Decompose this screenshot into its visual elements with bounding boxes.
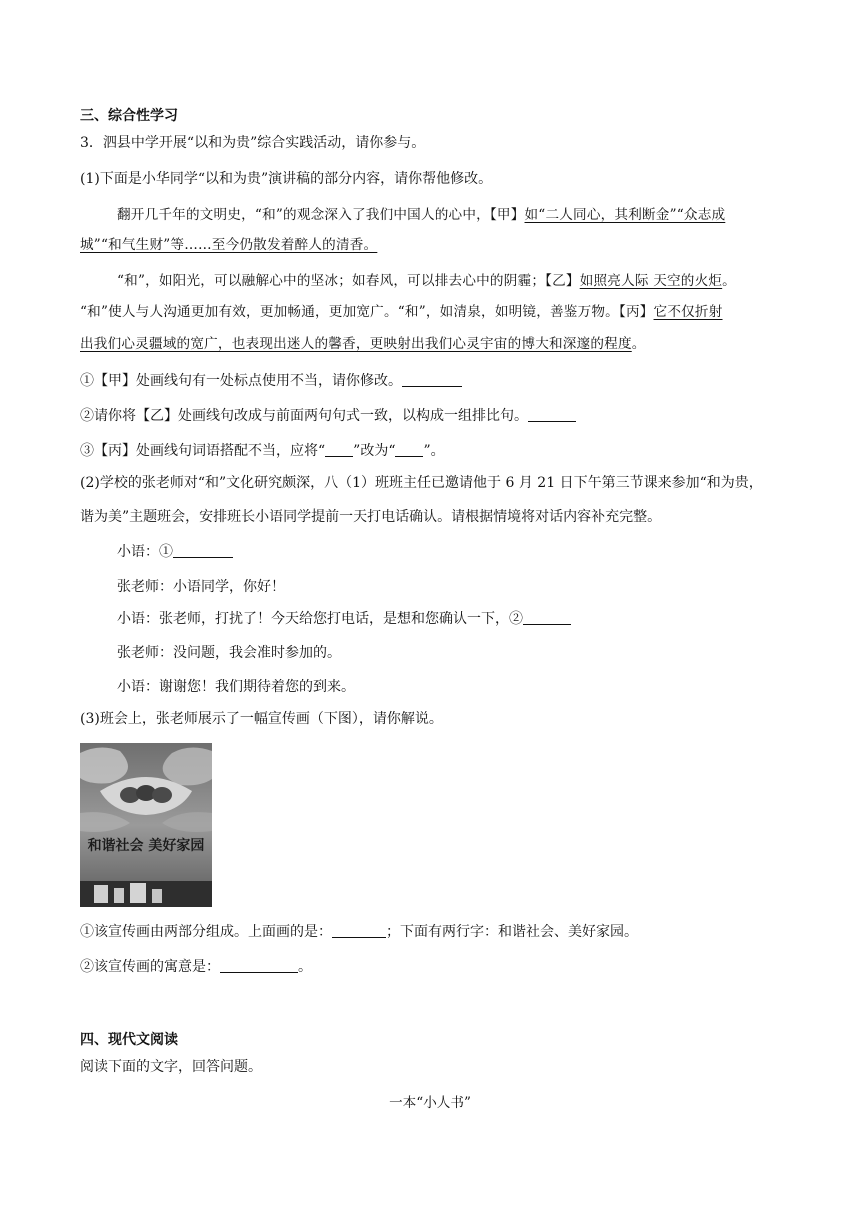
underlined-sentence-bing-cont: 出我们心灵疆域的宽广，也表现出迷人的馨香，更映射出我们心灵宇宙的博大和深邃的程度 [80, 336, 632, 352]
dialog-line-2: 张老师：小语同学，你好！ [117, 579, 285, 595]
underlined-sentence-bing: 它不仅折射 [653, 304, 723, 320]
part-3-q1-text: ①该宣传画由两部分组成。上面画的是： [80, 924, 332, 940]
dialog-line-3 [117, 609, 571, 629]
underlined-sentence-jia-cont: 城”“和气生财”等……至今仍散发着醉人的清香。 [80, 237, 378, 253]
speech-line-1 [117, 205, 725, 225]
dialog-line-1 [117, 542, 233, 562]
poster-illustration [80, 743, 212, 907]
question-3-intro: 3．泗县中学开展“以和为贵”综合实践活动，请你参与。 [80, 135, 426, 151]
question-c-text: ③【丙】处画线句词语搭配不当，应将“ [80, 443, 326, 459]
poster-caption: 和谐社会 美好家园 [87, 838, 205, 854]
part-3-question-1 [80, 922, 638, 942]
question-a-text: ①【甲】处画线句有一处标点使用不当，请你修改。 [80, 373, 402, 389]
answer-blank-dialog-1[interactable] [173, 543, 233, 558]
part-3-q1-text: ；下面有两行字：和谐社会、美好家园。 [386, 924, 638, 940]
speech-text: “和”使人与人沟通更加有效，更加畅通，更加宽广。“和”，如清泉，如明镜，善鉴万物。【丙】 [80, 304, 654, 320]
part-3-question-2 [80, 957, 312, 977]
answer-blank-a[interactable] [402, 372, 462, 387]
question-b-text: ②请你将【乙】处画线句改成与前面两句句式一致，以构成一组排比句。 [80, 408, 528, 424]
speech-line-2 [80, 235, 377, 255]
dialog-line-5: 小语：谢谢您！我们期待着您的到来。 [117, 679, 355, 695]
answer-blank-dialog-2[interactable] [523, 610, 571, 625]
speech-text: 。 [722, 273, 736, 289]
underlined-sentence-jia: 如“二人同心，其利断金”“众志成 [524, 207, 726, 223]
answer-blank-c1[interactable] [325, 442, 353, 457]
underlined-sentence-yi: 如照亮人际 天空的火炬 [579, 273, 723, 289]
question-a [80, 371, 462, 391]
part-3-q2-text: 。 [298, 959, 312, 975]
section-heading-3: 三、综合性学习 [80, 108, 178, 124]
answer-blank-b[interactable] [528, 407, 576, 422]
question-c-text: ”。 [423, 443, 445, 459]
question-c-text: ”改为“ [353, 443, 396, 459]
part-3-intro: (3)班会上，张老师展示了一幅宣传画（下图），请你解说。 [80, 711, 443, 727]
question-c [80, 441, 445, 461]
speech-text: 翻开几千年的文明史，“和”的观念深入了我们中国人的心中，【甲】 [117, 207, 525, 223]
answer-blank-poster-meaning[interactable] [220, 958, 298, 973]
section-heading-4: 四、现代文阅读 [80, 1032, 178, 1048]
part-2-line-1: (2)学校的张老师对“和”文化研究颇深，八（1）班班主任已邀请他于 6 月 21 日下午第三节课来参加“和为贵， [80, 475, 763, 491]
answer-blank-poster-top[interactable] [332, 923, 386, 938]
part-3-q2-text: ②该宣传画的寓意是： [80, 959, 220, 975]
speech-text: 。 [631, 336, 646, 352]
speech-line-3 [117, 271, 736, 291]
reading-intro: 阅读下面的文字，回答问题。 [80, 1059, 262, 1075]
dialog-text: 小语：张老师，打扰了！今天给您打电话，是想和您确认一下，② [117, 611, 523, 627]
part-2-line-2: 谐为美”主题班会，安排班长小语同学提前一天打电话确认。请根据情境将对话内容补充完整。 [80, 509, 662, 525]
dialog-line-4: 张老师：没问题，我会准时参加的。 [117, 645, 341, 661]
speech-text: “和”，如阳光，可以融解心中的坚冰；如春风，可以排去心中的阴霾；【乙】 [117, 273, 580, 289]
dialog-text: 小语：① [117, 544, 173, 560]
speech-line-5 [80, 334, 646, 354]
story-title: 一本“小人书” [389, 1095, 471, 1111]
speech-line-4 [80, 302, 723, 322]
part-1-intro: (1)下面是小华同学“以和为贵”演讲稿的部分内容，请你帮他修改。 [80, 171, 493, 187]
answer-blank-c2[interactable] [395, 442, 423, 457]
harmony-poster-image [80, 743, 212, 907]
question-b [80, 406, 576, 426]
